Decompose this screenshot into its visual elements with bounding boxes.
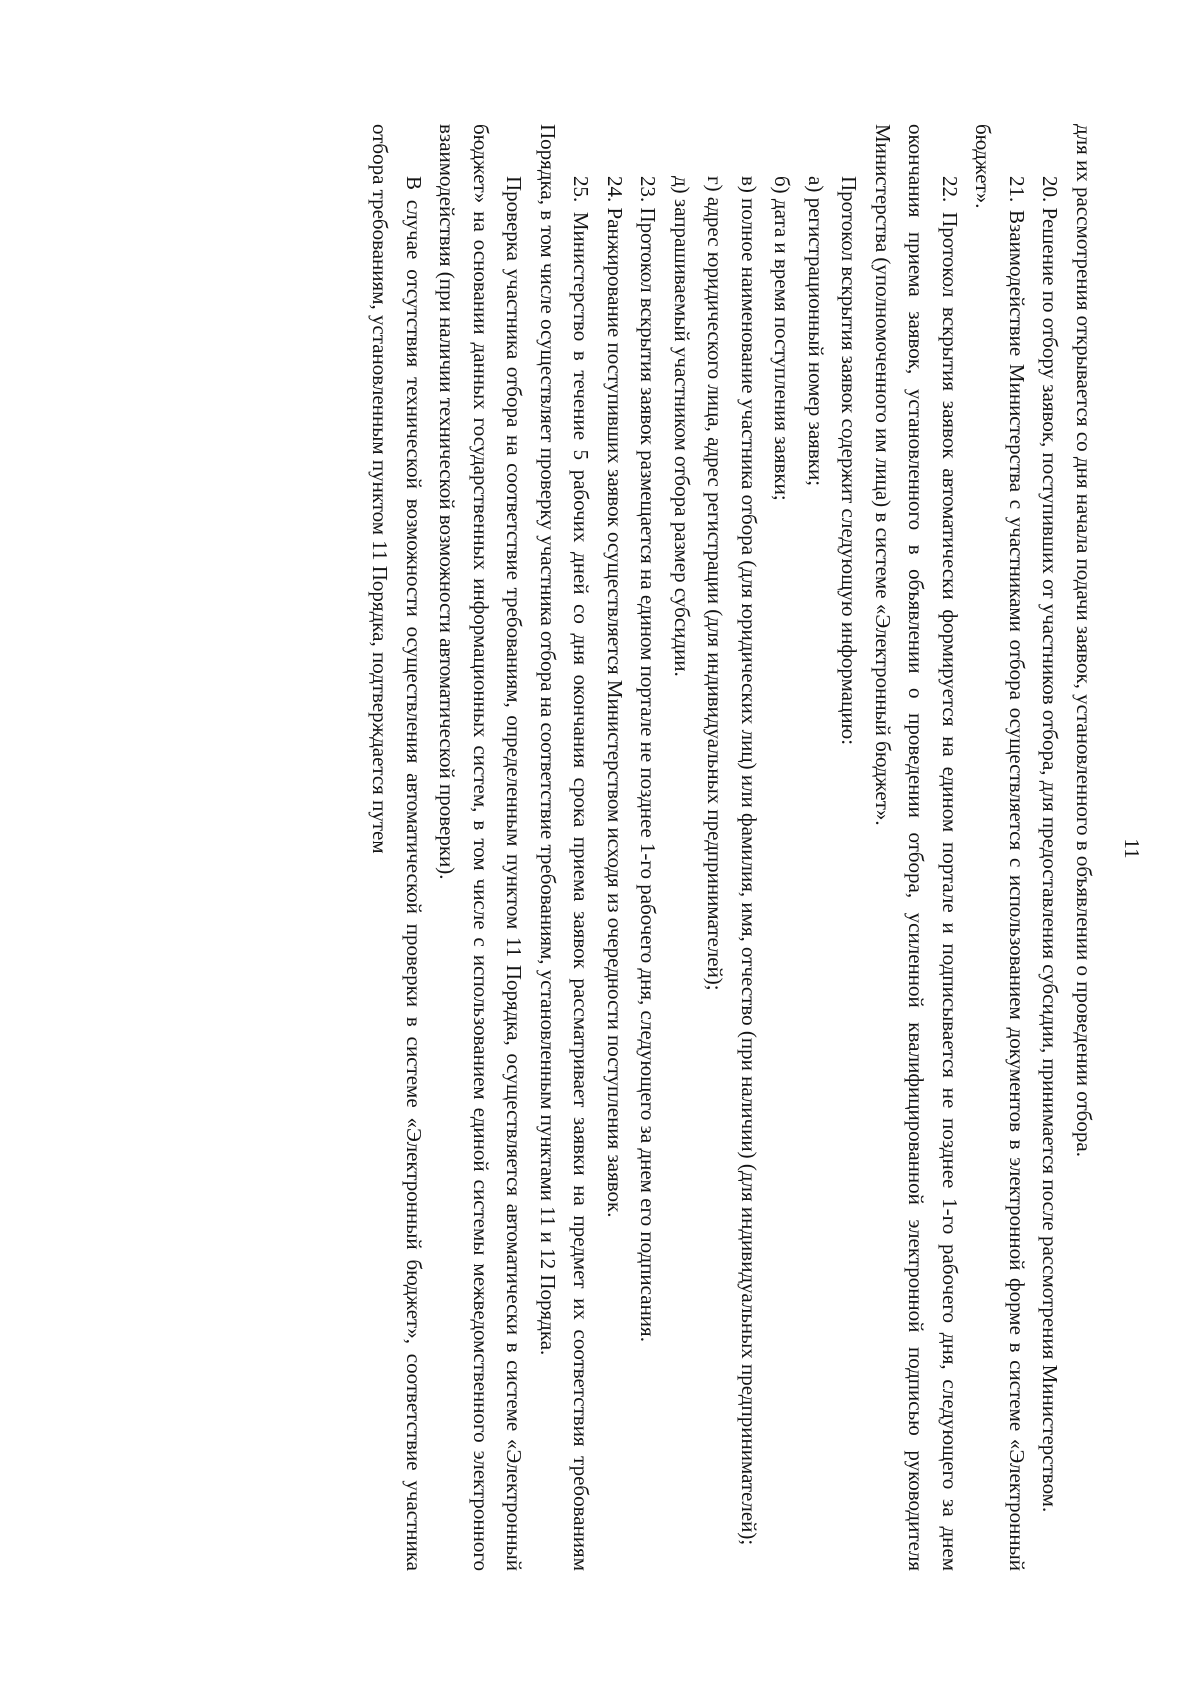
list-item-b: б) дата и время поступления заявки;	[770, 176, 795, 501]
list-item-g: г) адрес юридического лица, адрес регистрации (для индивидуальных предпринимателей);	[703, 176, 728, 991]
paragraph-24: 24. Ранжирование поступивших заявок осуществляется Министерством исходя из очередности поступления заявок.	[603, 176, 627, 1218]
protocol-contents-intro: Протокол вскрытия заявок содержит следующую информацию:	[837, 176, 862, 746]
document-body	[363, 124, 1100, 1571]
paragraph-25: 25. Министерство в течение 5 рабочих дней со дня окончания срока приема заявок рассматривает заявки на предмет их соответствия требованиям Порядка, в том числе осуществляет проверку участника отбора на соответствие требованиям, установленным пунктами 11 и 12 Порядка.	[536, 124, 594, 1571]
paragraph-23: 23. Протокол вскрытия заявок размещается на едином портале не позднее 1-го рабочего дня, следующего за днем его подписания.	[636, 176, 661, 1342]
list-item-a: а) регистрационный номер заявки;	[804, 176, 828, 487]
paragraph-verification: Проверка участника отбора на соответствие требованиям, определенным пунктом 11 Порядка, осуществляется автоматически в системе «Электронный бюджет» на основании данных государственных информационных систем, в том числе с использованием единой системы межведомственного электронного взаимодействия (при наличии технической возможности автоматической проверки).	[435, 124, 527, 1571]
paragraph-20: 20. Решение по отбору заявок, поступивших от участников отбора, для предоставления субсидии, принимается после рассмотрения Министерством.	[1038, 176, 1063, 1513]
page-number: 11	[1120, 838, 1144, 859]
list-item-v: в) полное наименование участника отбора (для юридических лиц) или фамилия, имя, отчество (при наличии) (для индивидуальных предпринимателей);	[737, 176, 761, 1546]
paragraph-21: 21. Взаимодействие Министерства с участниками отбора осуществляется с использованием документов в электронной форме в системе «Электронный бюджет».	[971, 124, 1029, 1571]
list-item-d: д) запрашиваемый участником отбора размер субсидии.	[670, 176, 694, 677]
paragraph-continuation: для их рассмотрения открывается со дня начала подачи заявок, установленного в объявлении о проведении отбора.	[1072, 124, 1096, 1157]
paragraph-22: 22. Протокол вскрытия заявок автоматически формируется на едином портале и подписывается не позднее 1-го рабочего дня, следующего за днем окончания приема заявок, установленного в объявлении о проведении отбора, усиленной квалифицированной электронной подписью руководителя Министерства (уполномоченного им лица) в системе «Электронный бюджет».	[871, 124, 962, 1571]
paragraph-no-automatic-check: В случае отсутствия технической возможности осуществления автоматической проверки в системе «Электронный бюджет», соответствие участника отбора требованиям, установленным пунктом 11 Порядка, подтверждается путем	[368, 124, 426, 1571]
